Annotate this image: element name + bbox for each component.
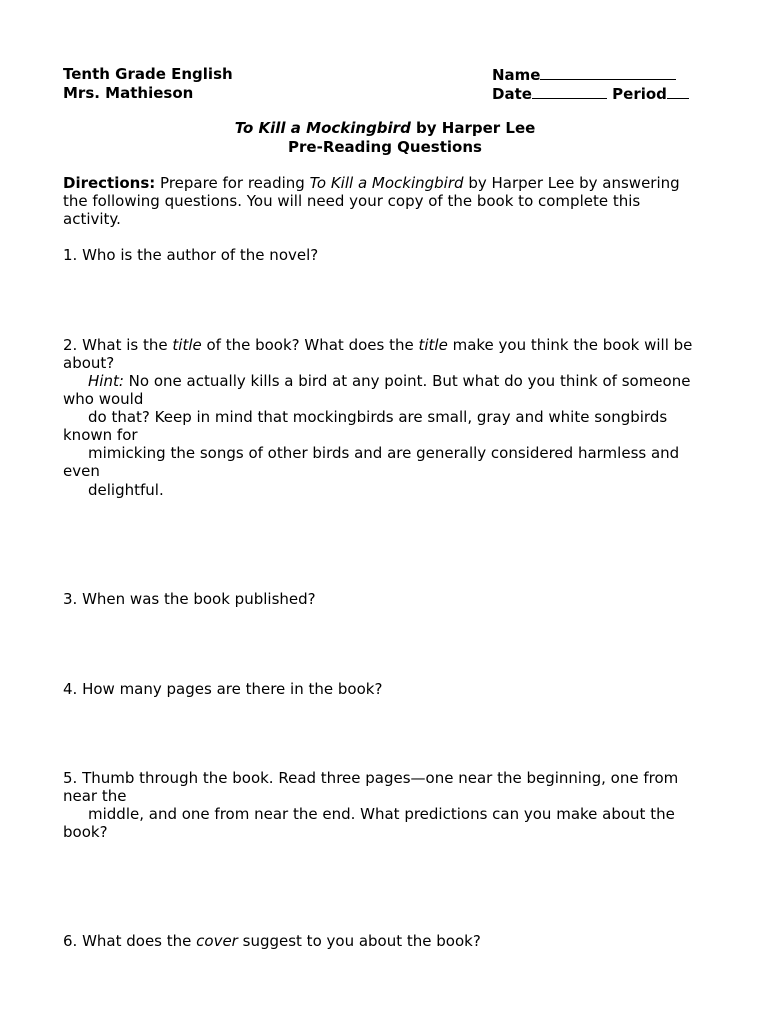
name-blank (540, 65, 676, 80)
book-title: To Kill a Mockingbird (234, 119, 411, 137)
question-2-hint-line-2: who would (63, 390, 144, 408)
question-2-line-2: about? (63, 354, 115, 372)
date-period-field (492, 84, 689, 103)
period-label: Period (612, 85, 667, 103)
question-2-hint-line-3: do that? Keep in mind that mockingbirds are small, gray and white songbirds (88, 408, 668, 426)
question-2-emphasis: title (172, 336, 202, 354)
name-field (492, 65, 676, 84)
question-6 (63, 932, 481, 950)
course-name: Tenth Grade English (63, 65, 233, 83)
date-blank (532, 84, 607, 99)
question-5-line-2: near the (63, 787, 127, 805)
question-2-emphasis: title (418, 336, 448, 354)
question-2-text: make you think the book will be (447, 336, 693, 354)
date-label: Date (492, 85, 532, 103)
period-blank (667, 84, 689, 99)
question-4: 4. How many pages are there in the book? (63, 680, 383, 698)
question-2-text: 2. What is the (63, 336, 173, 354)
question-3: 3. When was the book published? (63, 590, 316, 608)
book-author: by Harper Lee (410, 119, 536, 137)
question-2-hint-line-6: even (63, 462, 100, 480)
question-5-line-1: 5. Thumb through the book. Read three pages—one near the beginning, one from (63, 769, 679, 787)
directions-label: Directions: (63, 174, 156, 192)
directions-text: Prepare for reading (155, 174, 310, 192)
hint-label: Hint: (88, 372, 124, 390)
question-2-hint-line-7: delightful. (88, 481, 164, 499)
question-2-text: of the book? What does the (201, 336, 419, 354)
hint-text: No one actually kills a bird at any point. But what do you think of someone (123, 372, 691, 390)
worksheet-subtitle: Pre-Reading Questions (288, 138, 482, 156)
question-5-line-3: middle, and one from near the end. What predictions can you make about the (88, 805, 675, 823)
question-2-hint-line-5: mimicking the songs of other birds and are generally considered harmless and (88, 444, 680, 462)
question-1: 1. Who is the author of the novel? (63, 246, 319, 264)
directions-text: by Harper Lee by answering (463, 174, 680, 192)
teacher-name: Mrs. Mathieson (63, 84, 194, 102)
directions-line-3: activity. (63, 210, 121, 228)
directions-line-2: the following questions. You will need your copy of the book to complete this (63, 192, 641, 210)
question-6-text: suggest to you about the book? (237, 932, 481, 950)
question-6-emphasis: cover (196, 932, 238, 950)
question-2-hint-line-1 (88, 372, 690, 390)
name-label: Name (492, 66, 541, 84)
directions-line-1 (63, 174, 680, 192)
directions-book-title: To Kill a Mockingbird (309, 174, 464, 192)
question-2-hint-line-4: known for (63, 426, 138, 444)
worksheet-title (0, 119, 770, 137)
question-6-text: 6. What does the (63, 932, 197, 950)
question-2-line-1 (63, 336, 692, 354)
question-5-line-4: book? (63, 823, 108, 841)
